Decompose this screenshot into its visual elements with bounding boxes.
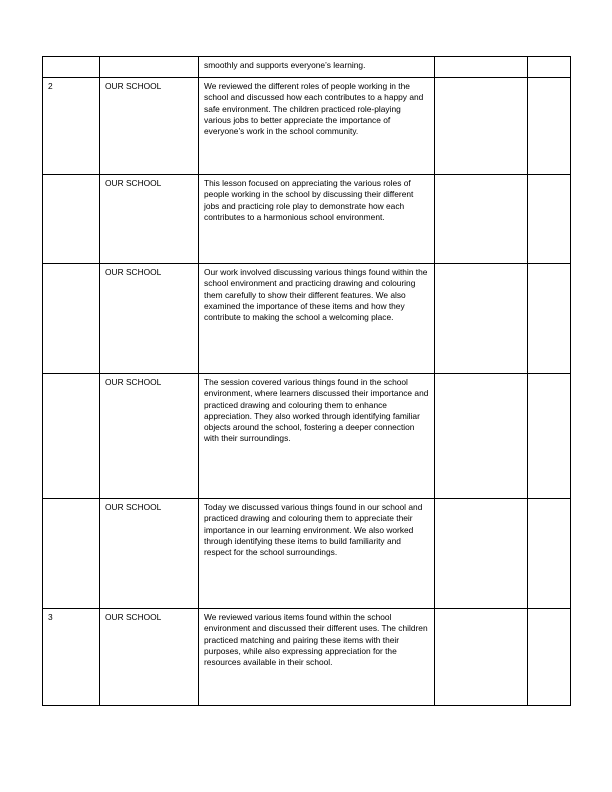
table-row [43,499,571,609]
empty-cell [528,175,571,264]
empty-cell [528,499,571,609]
empty-cell [435,57,528,78]
description-cell: We reviewed various items found within the school environment and discussed their different uses. The children practiced matching and pairing these items with their purposes, while also expressing appreciation for the resources available in their school. [199,609,435,706]
table-row [43,374,571,499]
empty-cell [435,499,528,609]
description-cell: This lesson focused on appreciating the various roles of people working in the school by discussing their different jobs and practicing role play to demonstrate how each contributes to a harmonious school environment. [199,175,435,264]
description-cell: We reviewed the different roles of people working in the school and discussed how each contributes to a happy and safe environment. The children practiced role-playing various jobs to better appreciate the importance of everyone’s work in the school community. [199,78,435,175]
empty-cell [528,374,571,499]
topic-cell [100,57,199,78]
description-cell: Our work involved discussing various things found within the school environment and practicing drawing and colouring them carefully to show their different features. We also examined the importance of these items and how they contribute to making the school a welcoming place. [199,264,435,374]
topic-cell: OUR SCHOOL [100,609,199,706]
empty-cell [528,264,571,374]
table-row [43,264,571,374]
empty-cell [435,609,528,706]
empty-cell [528,78,571,175]
empty-cell [528,609,571,706]
topic-cell: OUR SCHOOL [100,374,199,499]
empty-cell [528,57,571,78]
week-cell [43,499,100,609]
table-row [43,57,571,78]
topic-cell: OUR SCHOOL [100,499,199,609]
lesson-record-table [42,56,571,706]
empty-cell [435,78,528,175]
table-row [43,78,571,175]
week-cell [43,175,100,264]
week-cell: 3 [43,609,100,706]
week-cell [43,264,100,374]
empty-cell [435,374,528,499]
topic-cell: OUR SCHOOL [100,264,199,374]
empty-cell [435,175,528,264]
table-row [43,175,571,264]
week-cell: 2 [43,78,100,175]
topic-cell: OUR SCHOOL [100,78,199,175]
description-cell: Today we discussed various things found in our school and practiced drawing and colouring them to appreciate their importance in our learning environment. We also worked through identifying these items to build familiarity and respect for the school surroundings. [199,499,435,609]
description-cell: The session covered various things found in the school environment, where learners discussed their importance and practiced drawing and colouring them to enhance appreciation. They also worked through identifying familiar objects around the school, fostering a deeper connection with their surroundings. [199,374,435,499]
table-row [43,609,571,706]
topic-cell: OUR SCHOOL [100,175,199,264]
week-cell [43,57,100,78]
empty-cell [435,264,528,374]
description-cell: smoothly and supports everyone’s learning. [199,57,435,78]
week-cell [43,374,100,499]
